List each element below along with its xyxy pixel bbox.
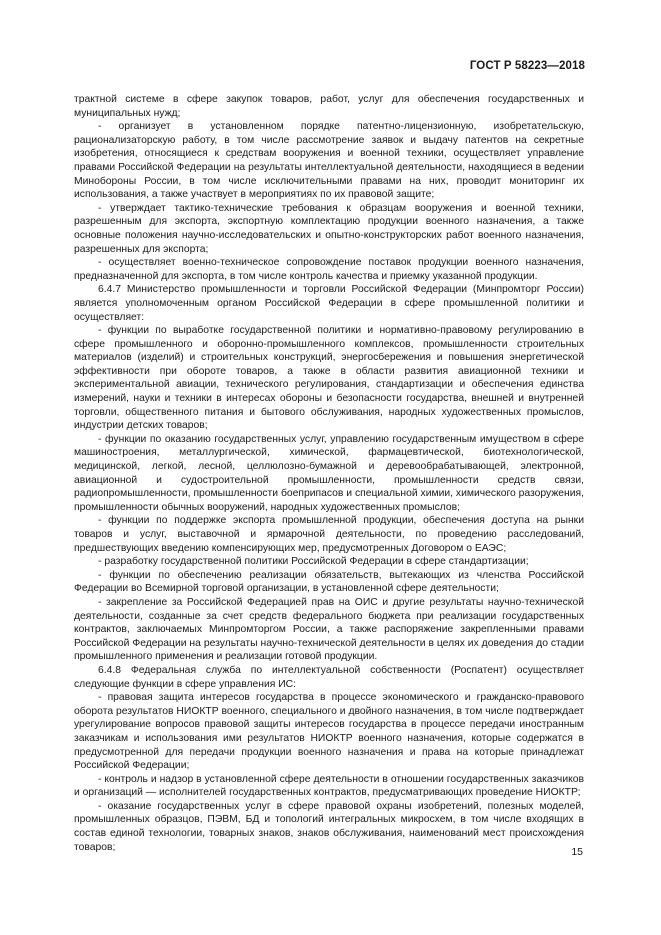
paragraph: - правовая защита интересов государства в процессе экономического и гражданско-правового оборота результатов НИОКТР военного, специального и двойного назначения, в том числе подтверждает урегулирование вопросов правовой защиты интересов государства в процессе передачи иностранным заказчикам и использования ими результатов НИОКТР военного назначения, которые содержатся в предусмотренной для передачи продукции военного назначения и права на которые принадлежат Российской Федерации; [74, 692, 584, 772]
paragraph: - функции по обеспечению реализации обязательств, вытекающих из членства Российской Федерации во Всемирной торговой организации, в установленной сфере деятельности; [74, 569, 584, 595]
paragraph: - организует в установленном порядке патентно-лицензионную, изобретательскую, рационализаторскую работу, в том числе рассмотрение заявок и выдачу патентов на секретные изобретения, относящиеся к средствам вооружения и военной техники, осуществляет управление правами Российской Федерации на результаты интеллектуальной деятельности, находящиеся в ведении Минобороны России, в том числе исключительными правами на них, проводит мониторинг их использования, а также участвует в мероприятиях по их правовой защите; [74, 121, 584, 201]
paragraph: 6.4.8 Федеральная служба по интеллектуальной собственности (Роспатент) осуществляет следующие функции в сфере управления ИС: [74, 664, 584, 690]
paragraph: - разработку государственной политики Российской Федерации в сфере стандартизации; [98, 556, 529, 568]
paragraph: - функции по оказанию государственных услуг, управлению государственным имуществом в сфере машиностроения, металлургической, химической, фармацевтической, биотехнологической, медицинской, легкой, лесной, целлюлозно-бумажной и деревообрабатывающей, электронной, авиационной и судостроительной промышленности, промышленности средств связи, радиопромышленности, промышленности боеприпасов и специальной химии, химического разоружения, промышленности обычных вооружений, народных художественных промыслов; [74, 433, 584, 513]
paragraph: - оказание государственных услуг в сфере правовой охраны изобретений, полезных моделей, промышленных образцов, ПЭВМ, БД и топологий интегральных микросхем, в том числе входящих в состав единой технологии, товарных знаков, знаков обслуживания, наименований мест происхождения товаров; [74, 800, 584, 853]
paragraph: - осуществляет военно-техническое сопровождение поставок продукции военного назначения, предназначенной для экспорта, в том числе контроль качества и приемку указанной продукции. [74, 257, 584, 282]
paragraph: - контроль и надзор в установленной сфере деятельности в отношении государственных заказчиков и организаций — исполнителей государственных контрактов, предусматривающих проведение НИОКТР; [74, 773, 584, 799]
paragraph: - утверждает тактико-технические требования к образцам вооружения и военной техники, разрешенным для экспорта, экспортную комплектацию продукции военного назначения, а также основные положения научно-исследовательских и опытно-конструкторских работ военного назначения, разрешенных для экспорта; [74, 202, 584, 255]
paragraph: - закрепление за Российской Федерацией прав на ОИС и другие результаты научно-технической деятельности, созданные за счет средств федерального бюджета при реализации государственных контрактов, заключаемых Минпромторгом России, а также распоряжение закрепленными правами Российской Федерации на результаты научно-технической деятельности в целях их доведения до стадии промышленного применения и реализации готовой продукции. [74, 596, 584, 663]
standard-header: ГОСТ Р 58223—2018 [469, 60, 585, 72]
paragraph: 6.4.7 Министерство промышленности и торговли Российской Федерации (Минпромторг России) является уполномоченным органом Российской Федерации в сфере промышленной политики и осуществляет: [74, 284, 584, 323]
page-number: 15 [571, 846, 583, 858]
paragraph: - функции по выработке государственной политики и нормативно-правовому регулированию в сфере промышленного и оборонно-промышленного комплексов, промышленности строительных материалов (изделий) и строительных конструкций, энергосбережения и повышения энергетической эффективности при обороте товаров, а также в области развития авиационной техники и экспериментальной авиации, технического регулирования, стандартизации и обеспечения единства измерений, науки и техники в интересах обороны и безопасности государства, внешней и внутренней торговли, общественного питания и бытового обслуживания, народных художественных промыслов, индустрии детских товаров; [74, 325, 584, 432]
paragraph: трактной системе в сфере закупок товаров, работ, услуг для обеспечения государственных и муниципальных нужд; [74, 94, 584, 119]
paragraph: - функции по поддержке экспорта промышленной продукции, обеспечения доступа на рынки товаров и услуг, выставочной и ярмарочной деятельности, по проведению расследований, предшествующих введению компенсирующих мер, предусмотренных Договором о ЕАЭС; [74, 515, 584, 554]
document-body [74, 93, 584, 854]
